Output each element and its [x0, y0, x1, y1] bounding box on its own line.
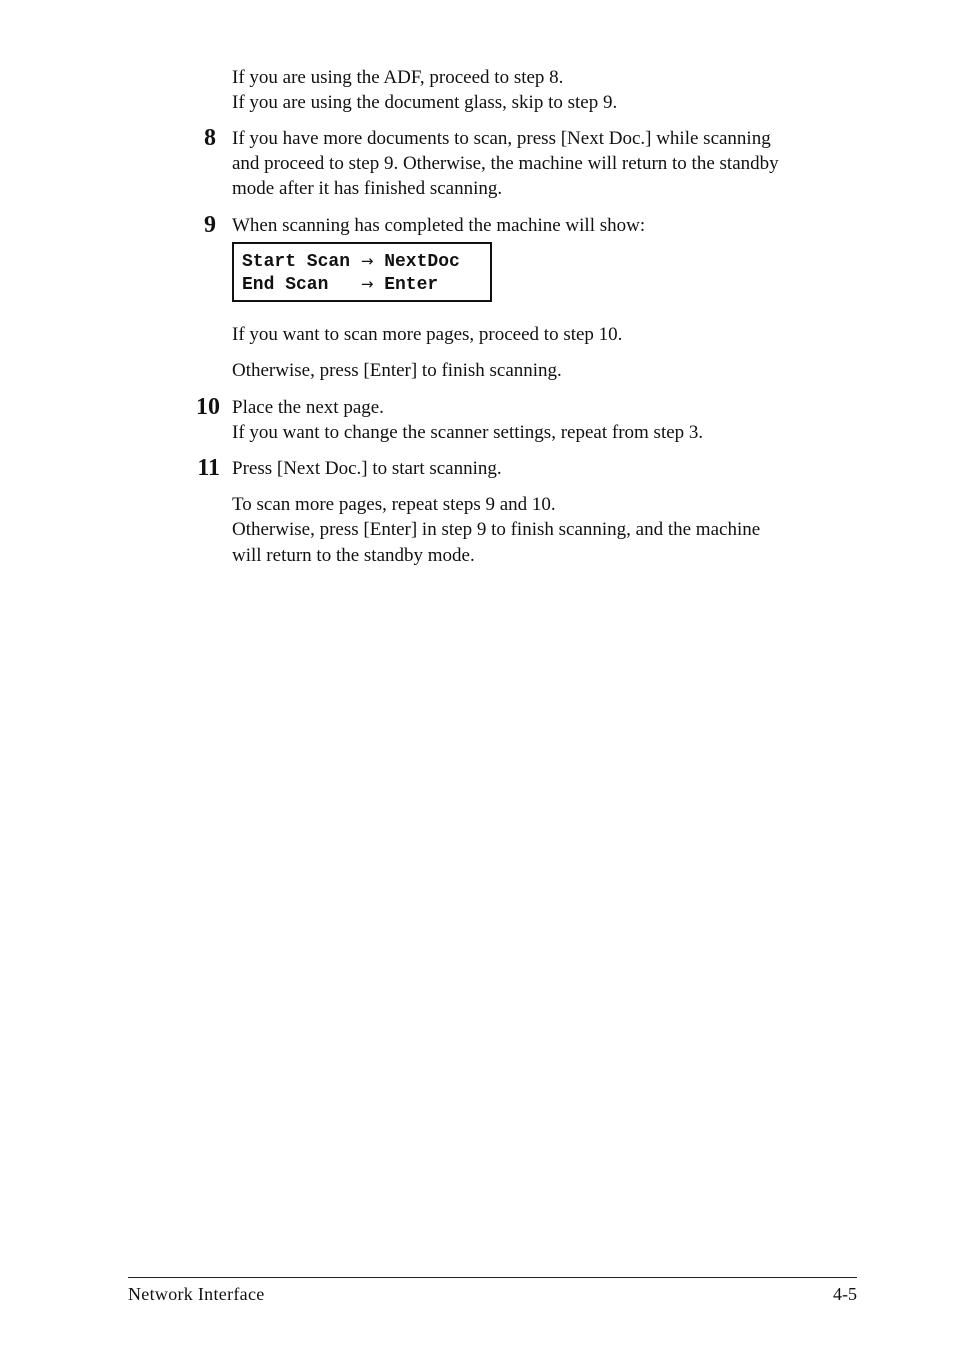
- step-11-text: Press [Next Doc.] to start scanning.: [232, 458, 502, 479]
- right-arrow-icon: →: [360, 252, 374, 270]
- step-9-after-line-2: Otherwise, press [Enter] to finish scanning.: [232, 360, 562, 381]
- intro-glass-line: If you are using the document glass, skip to step 9.: [232, 92, 618, 113]
- step-8-text-line-3: mode after it has finished scanning.: [232, 178, 503, 199]
- step-11-number: 11: [197, 455, 220, 481]
- step-11-after-line-3: will return to the standby mode.: [232, 545, 475, 566]
- footer-page-number: 4-5: [833, 1284, 857, 1304]
- footer-divider: [128, 1277, 857, 1278]
- step-8-text-line-2: and proceed to step 9. Otherwise, the machine will return to the standby: [232, 153, 779, 174]
- intro-adf-line: If you are using the ADF, proceed to step 8.: [232, 67, 564, 88]
- step-10-number: 10: [196, 394, 220, 420]
- lcd-row-2-action: Enter: [373, 275, 439, 295]
- lcd-row-2: [242, 273, 438, 296]
- step-9-after-line-1: If you want to scan more pages, proceed to step 10.: [232, 324, 623, 345]
- lcd-row-1-label: Start Scan: [242, 252, 361, 272]
- step-9-text: When scanning has completed the machine will show:: [232, 215, 646, 236]
- step-11-after-line-2: Otherwise, press [Enter] in step 9 to finish scanning, and the machine: [232, 519, 761, 540]
- step-8-number: 8: [204, 125, 216, 151]
- step-8-text-line-1: If you have more documents to scan, press [Next Doc.] while scanning: [232, 128, 771, 149]
- footer-chapter-title: Network Interface: [128, 1284, 265, 1304]
- lcd-row-1-action: NextDoc: [373, 252, 460, 272]
- step-9-number: 9: [204, 212, 216, 238]
- step-11-after-line-1: To scan more pages, repeat steps 9 and 10.: [232, 494, 556, 515]
- step-10-text-line-2: If you want to change the scanner settings, repeat from step 3.: [232, 422, 704, 443]
- lcd-display-box: [232, 242, 492, 302]
- lcd-row-2-label: End Scan: [242, 275, 361, 295]
- step-10-text-line-1: Place the next page.: [232, 397, 384, 418]
- lcd-row-1: [242, 250, 460, 273]
- right-arrow-icon: →: [360, 275, 374, 293]
